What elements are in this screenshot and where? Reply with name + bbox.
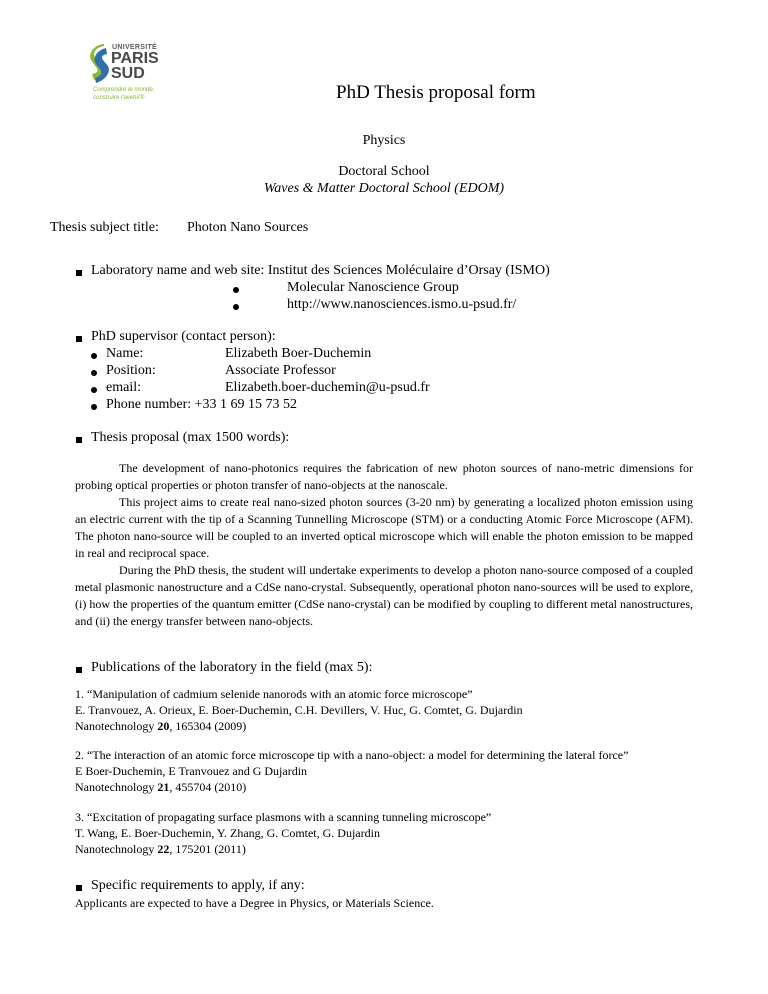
bullet-square-icon bbox=[76, 885, 82, 891]
bullet-dot-icon bbox=[91, 370, 97, 376]
proposal-paragraph: The development of nano-photonics requires the fabrication of new photon sources of nano-metric dimensions for probing optical properties or photon transfer of nano-objects at the nanoscale. bbox=[75, 461, 693, 492]
publication-authors: E Boer-Duchemin, E Tranvouez and G Dujardin bbox=[75, 764, 308, 778]
laboratory-group: Molecular Nanoscience Group bbox=[287, 280, 459, 295]
form-title: PhD Thesis proposal form bbox=[336, 82, 536, 103]
supervisor-position-row bbox=[106, 363, 336, 379]
s-swoosh-icon bbox=[90, 44, 110, 84]
publication-ref: , 175201 (2011) bbox=[169, 842, 246, 856]
laboratory-row bbox=[91, 263, 550, 279]
bullet-dot-icon bbox=[233, 287, 239, 293]
bullet-square-icon bbox=[76, 270, 82, 276]
supervisor-row-label: Phone number: bbox=[106, 397, 192, 412]
publication-volume: 22 bbox=[157, 842, 170, 856]
publication-journal-line bbox=[75, 780, 246, 795]
bullet-dot-icon bbox=[91, 353, 97, 359]
bullet-square-icon bbox=[76, 336, 82, 342]
publication-title: 2. “The interaction of an atomic force microscope tip with a nano-object: a model for determining the lateral force” bbox=[75, 748, 629, 762]
requirements-label: Specific requirements to apply, if any: bbox=[91, 878, 305, 893]
publication-ref: , 165304 (2009) bbox=[169, 719, 247, 733]
thesis-subject-value: Photon Nano Sources bbox=[187, 220, 309, 235]
bullet-dot-icon bbox=[91, 387, 97, 393]
doctoral-school-label: Doctoral School bbox=[338, 164, 430, 179]
publication-journal-line bbox=[75, 719, 246, 734]
supervisor-label: PhD supervisor (contact person): bbox=[91, 329, 276, 344]
logo-university-text: UNIVERSITÉ bbox=[112, 44, 158, 51]
logo-tagline-1: Comprendre le monde, bbox=[93, 87, 155, 93]
publication-volume: 20 bbox=[157, 719, 170, 733]
bullet-square-icon bbox=[76, 437, 82, 443]
publications-label: Publications of the laboratory in the field (max 5): bbox=[91, 660, 373, 675]
publication-ref: , 455704 (2010) bbox=[169, 780, 247, 794]
discipline: Physics bbox=[362, 133, 406, 148]
proposal-paragraph: This project aims to create real nano-sized photon sources (3-20 nm) by generating a localized photon emission using an electric current with the tip of a Scanning Tunnelling Microscope (STM) or a conducting Atomic Force Microscope (AFM). The photon nano-source will be coupled to an inverted optical microscope which will enable the photon emission to be mapped in real and reciprocal space. bbox=[75, 495, 693, 560]
publication-journal-line bbox=[75, 842, 246, 857]
logo-tagline-2: construire l'avenir® bbox=[93, 95, 145, 101]
publication-authors: E. Tranvouez, A. Orieux, E. Boer-Duchemin, C.H. Devillers, V. Huc, G. Comtet, G. Dujardin bbox=[75, 703, 523, 717]
bullet-square-icon bbox=[76, 667, 82, 673]
laboratory-name: Institut des Sciences Moléculaire d’Orsay (ISMO) bbox=[267, 263, 550, 278]
logo-sud-text: SUD bbox=[111, 65, 145, 82]
supervisor-row-label: Position: bbox=[106, 363, 156, 378]
publication-title: 3. “Excitation of propagating surface plasmons with a scanning tunneling microscope” bbox=[75, 810, 492, 824]
logo-paris-text: PARIS bbox=[111, 50, 159, 67]
thesis-subject-row bbox=[50, 220, 308, 236]
publication-authors: T. Wang, E. Boer-Duchemin, Y. Zhang, G. Comtet, G. Dujardin bbox=[75, 826, 380, 840]
supervisor-email-row bbox=[106, 380, 430, 396]
supervisor-row-value: Associate Professor bbox=[225, 363, 336, 378]
supervisor-row-label: Name: bbox=[106, 346, 144, 361]
proposal-paragraph: During the PhD thesis, the student will undertake experiments to develop a photon nano-source composed of a coupled metal plasmonic nanostructure and a CdSe nano-crystal. Subsequently, operational photon nano-sources will be used to explore, (i) how the properties of the quantum emitter (CdSe nano-crystal) can be modified by coupling to different metal nanostructures, and (ii) the energy transfer between nano-objects. bbox=[75, 563, 693, 628]
publication-title: 1. “Manipulation of cadmium selenide nanorods with an atomic force microscope” bbox=[75, 687, 473, 701]
laboratory-url[interactable]: http://www.nanosciences.ismo.u-psud.fr/ bbox=[287, 297, 517, 312]
university-logo bbox=[90, 42, 170, 106]
requirements-text: Applicants are expected to have a Degree in Physics, or Materials Science. bbox=[75, 896, 434, 910]
proposal-label: Thesis proposal (max 1500 words): bbox=[91, 430, 290, 445]
supervisor-phone-row bbox=[106, 397, 297, 413]
publication-journal: Nanotechnology bbox=[75, 719, 155, 733]
publication-journal: Nanotechnology bbox=[75, 780, 155, 794]
supervisor-row-value: +33 1 69 15 73 52 bbox=[194, 397, 298, 412]
supervisor-row-label: email: bbox=[106, 380, 141, 395]
doctoral-school-name: Waves & Matter Doctoral School (EDOM) bbox=[263, 181, 505, 196]
laboratory-label: Laboratory name and web site: bbox=[91, 263, 265, 278]
thesis-subject-label: Thesis subject title: bbox=[50, 220, 159, 235]
supervisor-row-value: Elizabeth Boer-Duchemin bbox=[225, 346, 372, 361]
bullet-dot-icon bbox=[91, 404, 97, 410]
supervisor-email-value[interactable]: Elizabeth.boer-duchemin@u-psud.fr bbox=[225, 380, 430, 395]
publication-journal: Nanotechnology bbox=[75, 842, 155, 856]
bullet-dot-icon bbox=[233, 304, 239, 310]
publication-volume: 21 bbox=[157, 780, 170, 794]
supervisor-name-row bbox=[106, 346, 371, 362]
